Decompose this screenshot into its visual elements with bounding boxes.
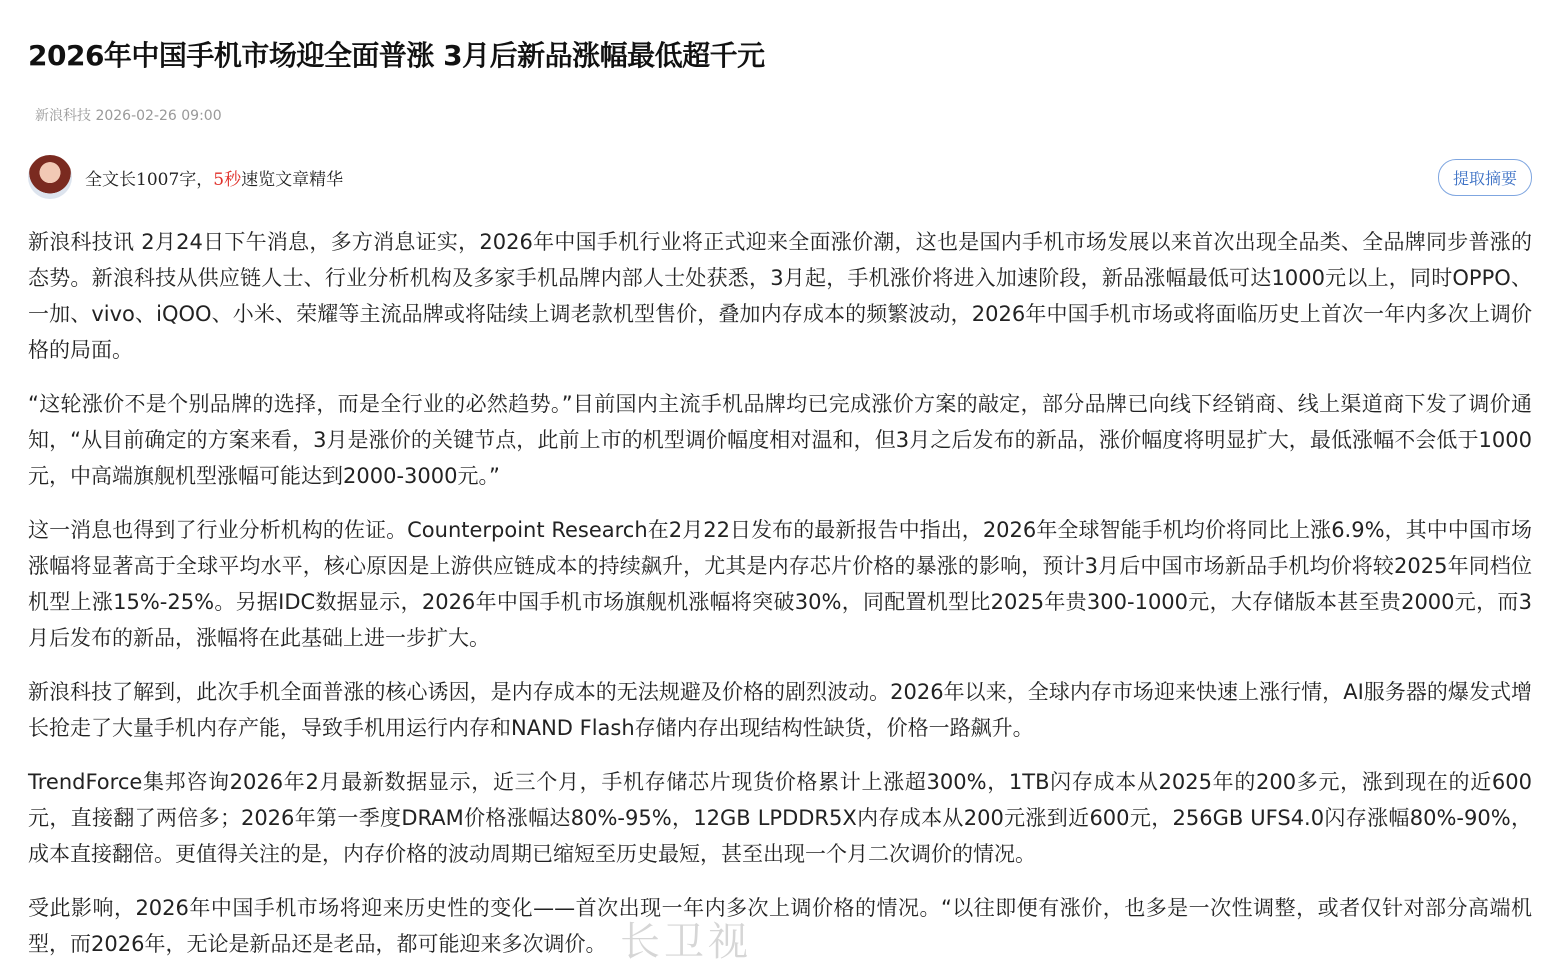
extract-summary-button[interactable]: 提取摘要 [1438, 159, 1532, 196]
paragraph: TrendForce集邦咨询2026年2月最新数据显示，近三个月，手机存储芯片现货价格累计上涨超300%，1TB闪存成本从2025年的200多元，涨到现在的近600元，直接翻了两倍多；2026年第一季度DRAM价格涨幅达80%-95%，12GB LPDDR5X内存成本从200元涨到近600元，256GB UFS4.0闪存涨幅80%-90%，成本直接翻倍。更值得关注的是，内存价格的波动周期已缩短至历史最短，甚至出现一个月二次调价的情况。 [28, 770, 1532, 866]
paragraph: 这一消息也得到了行业分析机构的佐证。Counterpoint Research在2月22日发布的最新报告中指出，2026年全球智能手机均价将同比上涨6.9%，其中中国市场涨幅将显著高于全球平均水平，核心原因是上游供应链成本的持续飙升，尤其是内存芯片价格的暴涨的影响，预计3月后中国市场新品手机均价将较2025年同档位机型上涨15%-25%。另据IDC数据显示，2026年中国手机市场旗舰机涨幅将突破30%，同配置机型比2025年贵300-1000元，大存储版本甚至贵2000元，而3月后发布的新品，涨幅将在此基础上进一步扩大。 [28, 518, 1532, 650]
summary-highlight: 5秒 [213, 170, 242, 190]
article-body [28, 224, 1532, 980]
paragraph: 受此影响，2026年中国手机市场将迎来历史性的变化——首次出现一年内多次上调价格的情况。“以往即便有涨价，也多是一次性调整，或者仅针对部分高端机型，而2026年，无论是新品还是老品，都可能迎来多次调价。 [28, 896, 1532, 956]
article-title: 2026年中国手机市场迎全面普涨 3月后新品涨幅最低超千元 [28, 39, 765, 72]
summary-suffix: 速览文章精华 [241, 170, 344, 190]
summary-prefix: 全文长1007字， [85, 170, 214, 190]
summary-text [85, 165, 343, 190]
article-meta: 新浪科技 2026-02-26 09:00 [35, 108, 222, 124]
paragraph: 新浪科技了解到，此次手机全面普涨的核心诱因，是内存成本的无法规避及价格的剧烈波动。2026年以来，全球内存市场迎来快速上涨行情，AI服务器的爆发式增长抢走了大量手机内存产能，导致手机用运行内存和NAND Flash存储内存出现结构性缺货，价格一路飙升。 [28, 680, 1532, 740]
watermark: 长卫视 [620, 919, 752, 965]
paragraph: “这轮涨价不是个别品牌的选择，而是全行业的必然趋势。”目前国内主流手机品牌均已完成涨价方案的敲定，部分品牌已向线下经销商、线上渠道商下发了调价通知，“从目前确定的方案来看，3月是涨价的关键节点，此前上市的机型调价幅度相对温和，但3月之后发布的新品，涨价幅度将明显扩大，最低涨幅不会低于1000元，中高端旗舰机型涨幅可能达到2000-3000元。” [28, 392, 1532, 488]
paragraph: 新浪科技讯 2月24日下午消息，多方消息证实，2026年中国手机行业将正式迎来全面涨价潮，这也是国内手机市场发展以来首次出现全品类、全品牌同步普涨的态势。新浪科技从供应链人士、行业分析机构及多家手机品牌内部人士处获悉，3月起，手机涨价将进入加速阶段，新品涨幅最低可达1000元以上，同时OPPO、一加、vivo、iQOO、小米、荣耀等主流品牌或将陆续上调老款机型售价，叠加内存成本的频繁波动，2026年中国手机市场或将面临历史上首次一年内多次上调价格的局面。 [28, 230, 1532, 362]
avatar [28, 155, 72, 199]
summary-bar [28, 155, 1532, 201]
